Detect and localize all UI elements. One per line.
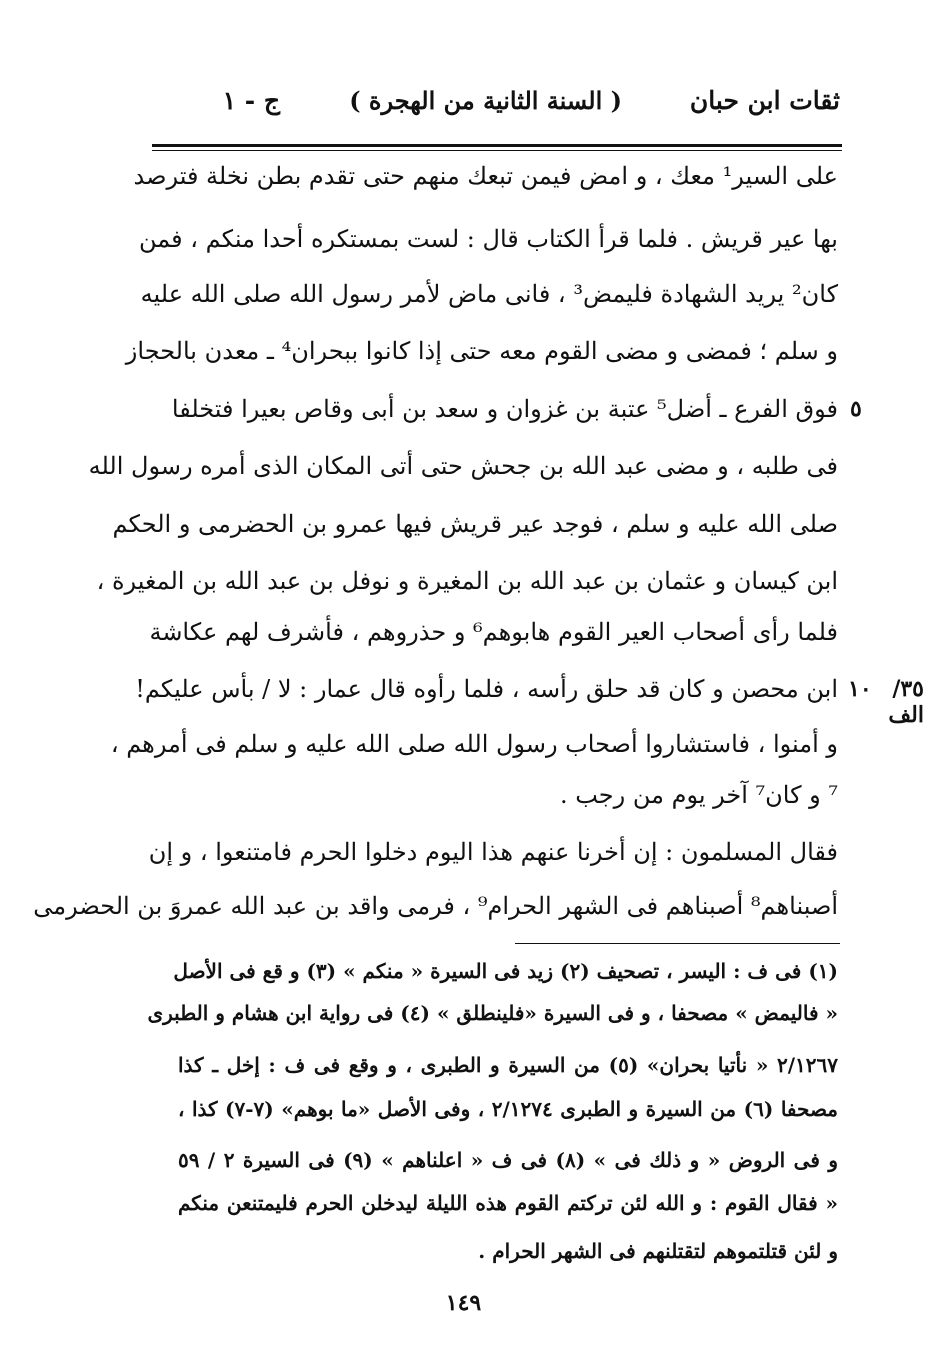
body-line: ابن محصن و كان قد حلق رأسه ، فلما رأوه قال عمار : لا / بأس عليكم! (135, 675, 838, 703)
margin-line-number-5: ٥ (850, 396, 862, 422)
running-header (150, 82, 840, 132)
body-line: و أمنوا ، فاستشاروا أصحاب رسول الله صلى الله عليه و سلم فى أمرهم ، (110, 730, 838, 758)
body-line: فقال المسلمون : إن أخرنا عنهم هذا اليوم دخلوا الحرم فامتنعوا ، و إن (148, 838, 838, 866)
body-line: ⁷ و كان⁷ آخر يوم من رجب . (559, 781, 838, 809)
body-line: صلى الله عليه و سلم ، فوجد عير قريش فيها عمرو بن الحضرمى و الحكم (112, 510, 838, 538)
footnote-rule (515, 943, 840, 944)
footnote-line: و لئن قتلتموهم لتقتلنهم فى الشهر الحرام . (478, 1239, 838, 1263)
margin-line-number-10: ١٠ (848, 676, 872, 702)
body-line: أصبناهم⁸ أصبناهم فى الشهر الحرام⁹ ، فرمى واقد بن عبد الله عمروَ بن الحضرمى (33, 892, 838, 920)
footnote-line: و فى الروض « و ذلك فى » (٨) فى ف « اعلناهم » (٩) فى السيرة ٢ / ٥٩ (178, 1148, 839, 1172)
body-line: بها عير قريش . فلما قرأ الكتاب قال : لست بمستكره أحدا منكم ، فمن (139, 225, 838, 253)
body-line: فلما رأى أصحاب العير القوم هابوهم⁶ و حذروهم ، فأشرف لهم عكاشة (149, 618, 838, 646)
body-line: ابن كيسان و عثمان بن عبد الله بن المغيرة و نوفل بن عبد الله بن المغيرة ، (96, 567, 838, 595)
section-title: ( السنة الثانية من الهجرة ) (349, 86, 622, 115)
page-number: ١٤٩ (445, 1290, 482, 1316)
header-rule-thin (152, 150, 842, 151)
volume-label: ج - ١ (222, 86, 280, 115)
folio-marker: ٣٥/ الف (888, 676, 924, 728)
body-line: و سلم ؛ فمضى و مضى القوم معه حتى إذا كانوا ببحران⁴ ـ معدن بالحجاز (125, 337, 838, 365)
body-line: فى طلبه ، و مضى عبد الله بن جحش حتى أتى المكان الذى أمره رسول الله (88, 452, 838, 480)
header-rule (152, 144, 842, 147)
footnote-line: مصحفا (٦) من السيرة و الطبرى ٢/١٢٧٤ ، وفى الأصل «ما بوهم» (٧-٧) كذا ، (178, 1097, 838, 1121)
footnote-line: ٢/١٢٦٧ « نأتيا بحران» (٥) من السيرة و الطبرى ، و وقع فى ف : إخل ـ كذا (178, 1053, 838, 1077)
footnote-line: « فقال القوم : و الله لئن تركتم القوم هذه الليلة ليدخلن الحرم فليمتنعن منكم (178, 1191, 838, 1215)
body-line: على السير¹ معك ، و امض فيمن تبعك منهم حتى تقدم بطن نخلة فترصد (133, 162, 838, 190)
book-title: ثقات ابن حبان (689, 86, 840, 115)
footnote-line: « فاليمض » مصحفا ، و فى السيرة «فلينطلق » (٤) فى رواية ابن هشام و الطبرى (147, 1001, 838, 1025)
body-line: كان² يريد الشهادة فليمض³ ، فانى ماض لأمر رسول الله صلى الله عليه (140, 280, 838, 308)
footnote-line: (١) فى ف : اليسر ، تصحيف (٢) زيد فى السيرة « منكم » (٣) و قع فى الأصل (173, 959, 838, 983)
body-line: فوق الفرع ـ أضل⁵ عتبة بن غزوان و سعد بن أبى وقاص بعيرا فتخلفا (171, 395, 838, 423)
